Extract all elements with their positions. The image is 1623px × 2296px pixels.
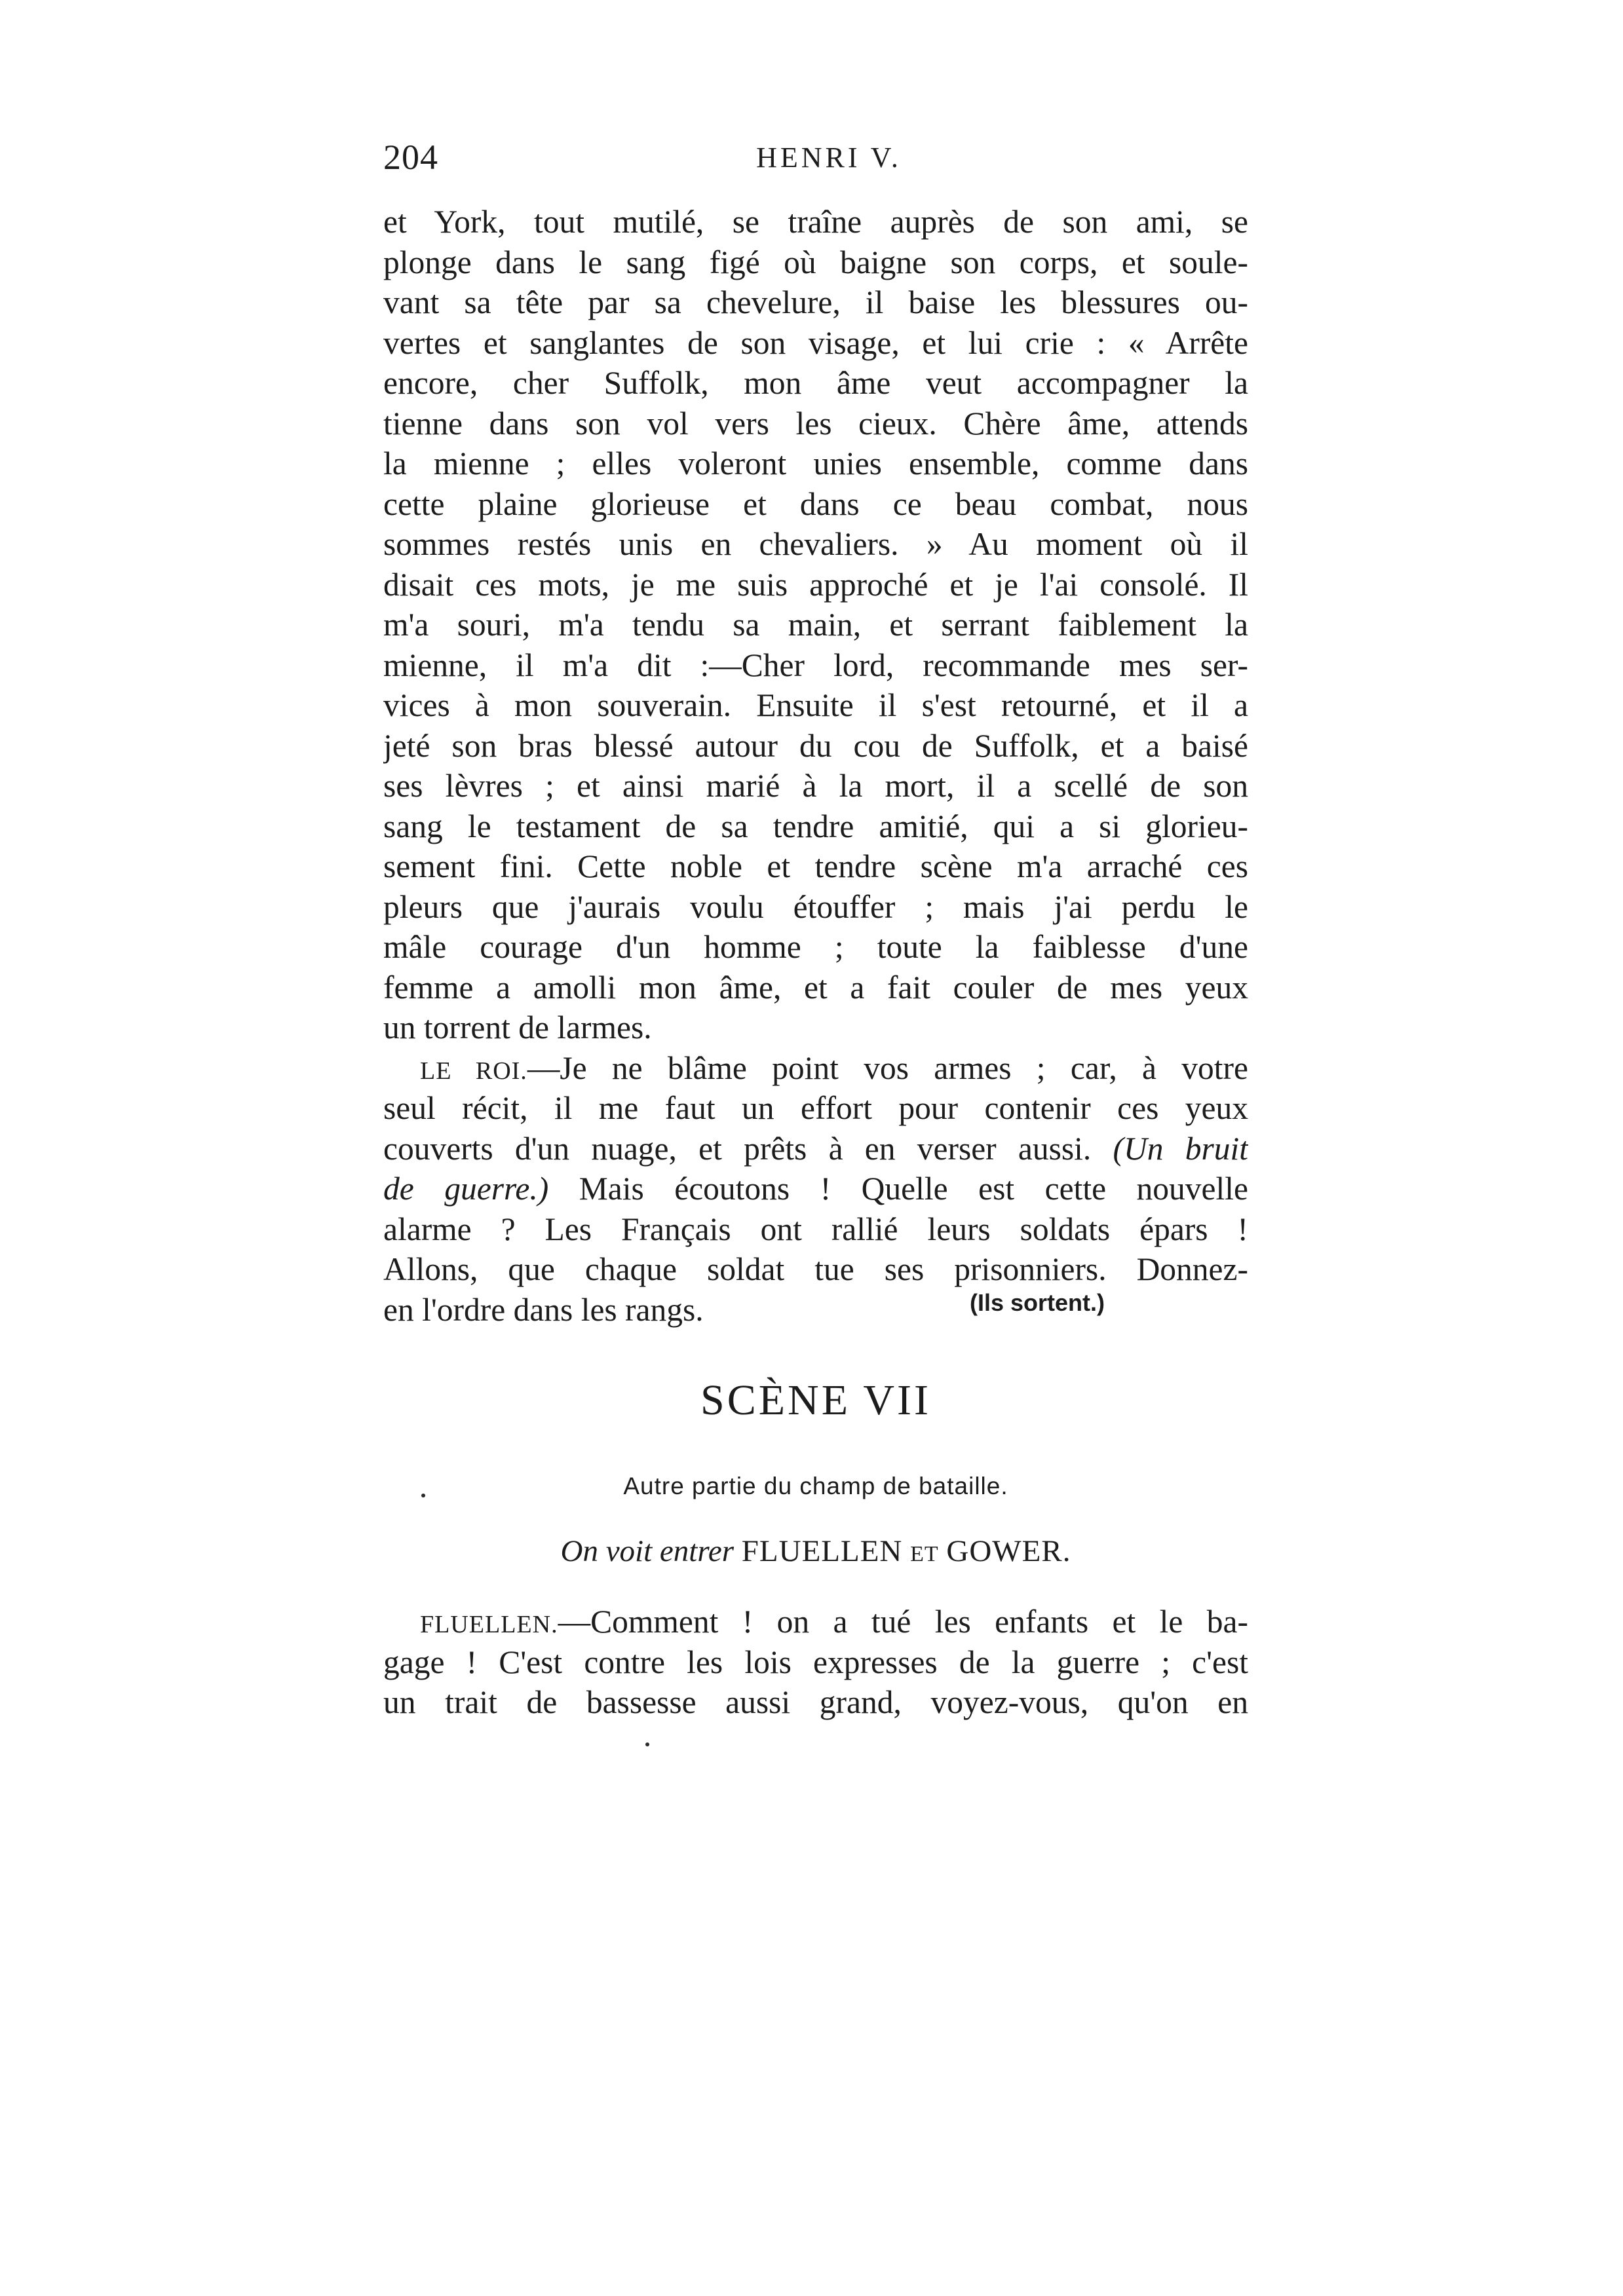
speaker-name: FLUELLEN.: [420, 1611, 558, 1638]
text-line: un torrent de larmes.: [383, 1009, 652, 1045]
stage-direction: de guerre.): [383, 1171, 549, 1207]
text-line: vant sa tête par sa chevelure, il baise les blessures ou-: [383, 284, 1248, 320]
text-line: encore, cher Suffolk, mon âme veut accompagner la: [383, 365, 1248, 401]
speech-text: —Je ne blâme point vos armes ; car, à votre: [527, 1049, 1248, 1086]
text-line: sement fini. Cette noble et tendre scène m'a arraché ces: [383, 848, 1248, 884]
text-line: seul récit, il me faut un effort pour contenir ces yeux: [383, 1090, 1248, 1126]
character-name: FLUELLEN: [741, 1534, 903, 1568]
character-name: GOWER.: [946, 1534, 1071, 1568]
text-line: la mienne ; elles voleront unies ensemble, comme dans: [383, 445, 1248, 481]
page-number: 204: [383, 138, 438, 177]
text-line: ses lèvres ; et ainsi marié à la mort, il a scellé de son: [383, 768, 1248, 804]
text-line: plonge dans le sang figé où baigne son corps, et soule-: [383, 244, 1248, 280]
text-line: en l'ordre dans les rangs.: [383, 1291, 704, 1328]
text-line: [383, 1169, 1248, 1209]
speech-text: couverts d'un nuage, et prêts à en verser aussi.: [383, 1130, 1113, 1167]
entrance-verb: On voit entrer: [560, 1534, 735, 1568]
text-line: alarme ? Les Français ont rallié leurs soldats épars !: [383, 1211, 1248, 1247]
running-head: [383, 134, 1248, 180]
text-line: et York, tout mutilé, se traîne auprès de son ami, se: [383, 204, 1248, 240]
text-line: vices à mon souverain. Ensuite il s'est retourné, et il a: [383, 687, 1248, 723]
conjunction: ET: [910, 1542, 939, 1566]
text-line: mâle courage d'un homme ; toute la faiblesse d'une: [383, 929, 1248, 965]
speaker-name: LE ROI.: [420, 1057, 527, 1085]
stage-direction: (Un bruit: [1113, 1130, 1248, 1167]
running-title: HENRI V.: [756, 141, 902, 174]
entrance-direction: [383, 1532, 1248, 1574]
text-line: tienne dans son vol vers les cieux. Chère âme, attends: [383, 405, 1248, 442]
fluellen-speech: [383, 1602, 1248, 1723]
scene-heading: SCÈNE VII: [700, 1376, 931, 1424]
text-line: vertes et sanglantes de son visage, et lui crie : « Arrête: [383, 324, 1248, 361]
text-line: sang le testament de sa tendre amitié, qui a si glorieu-: [383, 808, 1248, 844]
text-line: sommes restés unis en chevaliers. » Au moment où il: [383, 526, 1248, 562]
king-speech: [383, 1048, 1248, 1330]
print-speck: [645, 1742, 649, 1746]
speech-text: Mais écoutons ! Quelle est cette nouvelle: [548, 1171, 1248, 1207]
text-line: mienne, il m'a dit :—Cher lord, recommande mes ser-: [383, 647, 1248, 683]
print-speck: [421, 1494, 425, 1497]
text-line: disait ces mots, je me suis approché et je l'ai consolé. Il: [383, 566, 1248, 603]
text-line: [383, 1048, 1248, 1089]
text-line: un trait de bassesse aussi grand, voyez-vous, qu'on en: [383, 1684, 1248, 1720]
text-line: femme a amolli mon âme, et a fait couler de mes yeux: [383, 969, 1248, 1006]
text-line: [383, 1129, 1248, 1169]
speech-text: —Comment ! on a tué les enfants et le ba-: [558, 1604, 1248, 1640]
text-line: cette plaine glorieuse et dans ce beau combat, nous: [383, 485, 1248, 522]
text-line: gage ! C'est contre les lois expresses de la guerre ; c'est: [383, 1644, 1248, 1680]
text-line: [383, 1602, 1248, 1642]
narrative-paragraph: [383, 202, 1248, 1330]
text-line: m'a souri, m'a tendu sa main, et serrant faiblement la: [383, 607, 1248, 643]
scene-location: Autre partie du champ de bataille.: [623, 1473, 1008, 1499]
text-line: jeté son bras blessé autour du cou de Suffolk, et a baisé: [383, 727, 1248, 764]
exit-stage-direction: (Ils sortent.): [970, 1289, 1105, 1316]
text-line: Allons, que chaque soldat tue ses prisonniers. Donnez-: [383, 1251, 1248, 1287]
text-line: pleurs que j'aurais voulu étouffer ; mais j'ai perdu le: [383, 888, 1248, 925]
